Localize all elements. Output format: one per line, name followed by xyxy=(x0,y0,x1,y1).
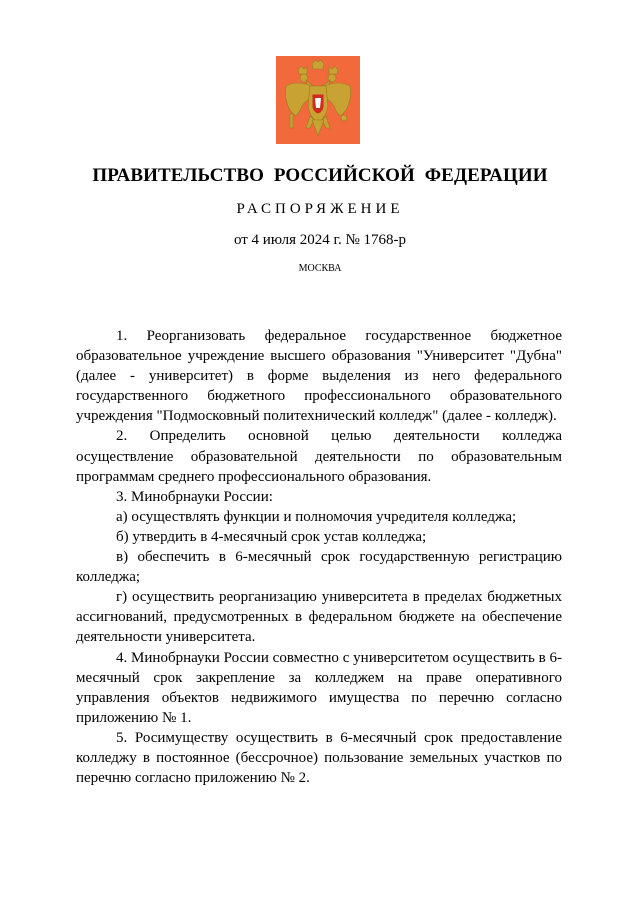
paragraph-3b: б) утвердить в 4-месячный срок устав колледжа; xyxy=(116,528,427,545)
paragraph-2: 2. Определить основной целью деятельности колледжа осуществление образовательной деятельности по образовательным программам среднего профессионального образования. xyxy=(76,428,562,485)
document-body xyxy=(76,326,562,788)
russian-coat-of-arms-icon xyxy=(276,56,360,144)
document-type: РАСПОРЯЖЕНИЕ xyxy=(236,201,404,217)
document-date-number: от 4 июля 2024 г. № 1768-р xyxy=(233,232,407,248)
paragraph-3: 3. Минобрнауки России: xyxy=(116,488,273,505)
paragraph-3a: а) осуществлять функции и полномочия учредителя колледжа; xyxy=(116,508,517,525)
paragraph-3c: в) обеспечить в 6-месячный срок государственную регистрацию колледжа; xyxy=(76,549,562,586)
document-city: МОСКВА xyxy=(298,263,342,274)
paragraph-5: 5. Росимуществу осуществить в 6-месячный срок предоставление колледжу в постоянное (бессрочное) пользование земельных участков по перечню согласно приложению № 2. xyxy=(76,729,562,787)
paragraph-1: 1. Реорганизовать федеральное государственное бюджетное образовательное учреждение высшего образования "Университет "Дубна" (далее - университет) в форме выделения из него федерального государственного бюджетного профессионального образовательного учреждения "Подмосковный политехнический колледж" (далее - колледж). xyxy=(76,328,562,425)
paragraph-4: 4. Минобрнауки России совместно с университетом осуществить в 6-месячный срок закрепление за колледжем на праве оперативного управления объектов недвижимого имущества по перечню согласно приложению № 1. xyxy=(76,649,562,726)
government-title: ПРАВИТЕЛЬСТВО РОССИЙСКОЙ ФЕДЕРАЦИИ xyxy=(92,165,548,186)
paragraph-3d: г) осуществить реорганизацию университета в пределах бюджетных ассигнований, предусмотренных в федеральном бюджете на обеспечение деятельности университета. xyxy=(76,589,562,646)
